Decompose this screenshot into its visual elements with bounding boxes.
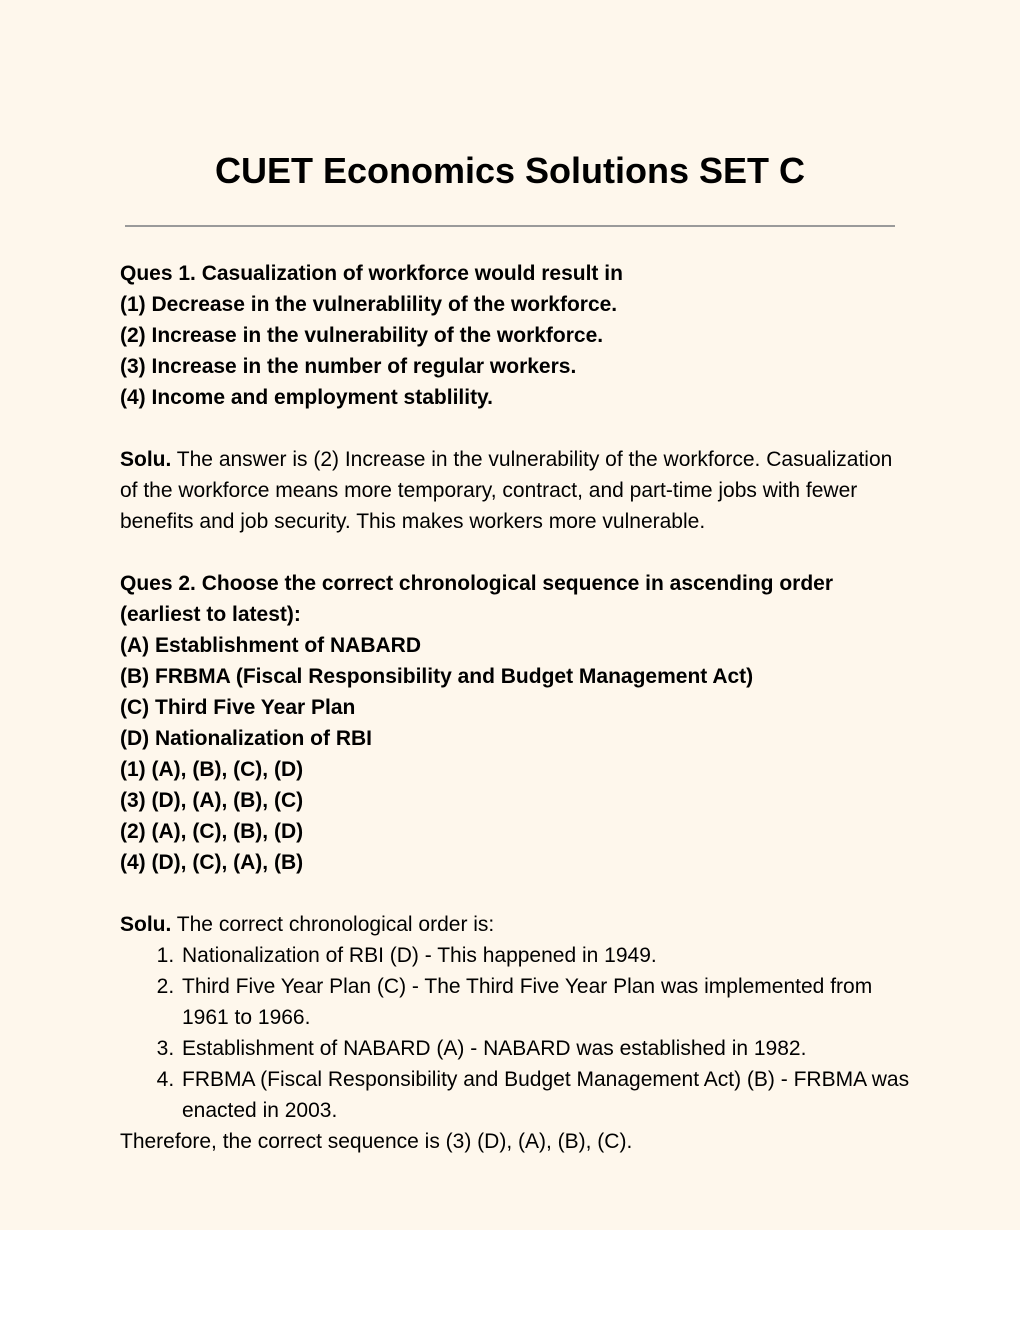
option: (3) (D), (A), (B), (C) [120,789,304,812]
solution-2 [120,909,910,1157]
solution-step: 3. Establishment of NABARD (A) - NABARD was established in 1982. [180,1033,910,1064]
solution-label: Solu. [120,448,172,471]
solution-step: 4. FRBMA (Fiscal Responsibility and Budget Management Act) (B) - FRBMA was enacted in 2003. [180,1064,910,1126]
solution-intro: The correct chronological order is: [171,913,495,936]
item: (B) FRBMA (Fiscal Responsibility and Budget Management Act) [120,665,754,688]
option: (1) (A), (B), (C), (D) [120,758,304,781]
solution-step: 1. Nationalization of RBI (D) - This happened in 1949. [180,940,910,971]
option: (4) (D), (C), (A), (B) [120,851,304,874]
question-1 [120,258,910,413]
item: (A) Establishment of NABARD [120,634,422,657]
option: (2) (A), (C), (B), (D) [120,820,304,843]
item: (D) Nationalization of RBI [120,727,372,750]
item: (C) Third Five Year Plan [120,696,356,719]
document-body [120,258,910,1188]
option: (4) Income and employment stablility. [120,386,494,409]
question-text: Ques 1. Casualization of workforce would result in [120,262,623,285]
solution-steps [120,940,910,1126]
divider [125,225,895,227]
option: (2) Increase in the vulnerability of the workforce. [120,324,604,347]
question-2 [120,568,910,878]
option: (3) Increase in the number of regular workers. [120,355,577,378]
conclusion: Therefore, the correct sequence is (3) (D), (A), (B), (C). [120,1130,633,1153]
solution-text: The answer is (2) Increase in the vulnerability of the workforce. Casualization of the workforce means more temporary, contract, and part-time jobs with fewer benefits and job security. This makes workers more vulnerable. [120,448,893,533]
solution-step: 2. Third Five Year Plan (C) - The Third Five Year Plan was implemented from 1961 to 1966. [180,971,910,1033]
solution-1 [120,444,910,537]
page-title: CUET Economics Solutions SET C [214,150,806,191]
question-text: Ques 2. Choose the correct chronological sequence in ascending order (earliest to latest): [120,572,834,626]
option: (1) Decrease in the vulnerablility of the workforce. [120,293,618,316]
solution-label: Solu. [120,913,172,936]
